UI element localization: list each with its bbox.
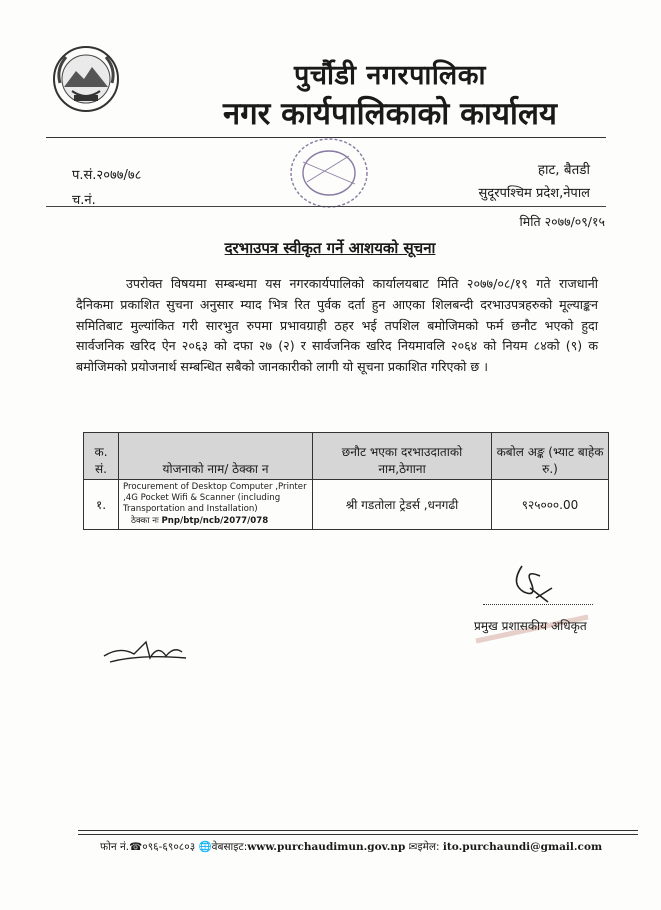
notice-title: दरभाउपत्र स्वीकृत गर्ने आशयको सूचना [224, 239, 436, 257]
address-line-1: हाट, बैतडी [537, 162, 590, 178]
notice-date: मिति २०७७/०९/१५ [519, 214, 605, 229]
row-serial: १. [84, 480, 119, 530]
contract-label: ठेक्का नः [131, 516, 159, 526]
officer-signature [500, 558, 560, 606]
header-serial: क. सं. [84, 433, 119, 480]
row-project [119, 480, 313, 530]
contract-number: Pnp/btp/ncb/2077/078 [161, 516, 269, 526]
phone-icon: ☎ [129, 841, 143, 853]
nepal-emblem-logo [52, 45, 120, 113]
website-label: वेबसाइट: [211, 841, 248, 853]
project-description: Procurement of Desktop Computer ,Printer ,4G Pocket Wifi & Scanner (including Transportation and Installation) [123, 482, 307, 514]
org-name: पुर्चौडी नगरपालिका [294, 60, 486, 91]
office-stamp [285, 132, 373, 214]
signatory-designation: प्रमुख प्रशासकीय अधिकृत [474, 619, 587, 633]
website-link[interactable]: www.purchaudimun.gov.np [247, 841, 406, 853]
contract-line [123, 516, 308, 527]
dispatch-number: च.नं. [72, 193, 96, 208]
left-signature [100, 636, 192, 666]
phone-number: ०९६-६९०८०३ [142, 841, 196, 853]
email-label: इमेल: [417, 841, 440, 853]
header-amount: कबोल अङ्क (भ्याट बाहेक रु.) [492, 433, 609, 480]
email-link[interactable]: ito.purchaundi@gmail.com [442, 841, 603, 853]
footer-rule-bottom [78, 834, 638, 835]
row-amount: ९२५०००.00 [492, 480, 609, 530]
office-name: नगर कार्यपालिकाको कार्यालय [223, 96, 557, 132]
award-table [83, 432, 609, 530]
notice-body: उपरोक्त विषयमा सम्बन्धमा यस नगरकार्यपालिको कार्यालयबाट मिति २०७७/०८/१९ गते राजधानी दैनिकमा प्रकाशित सुचना अनुसार म्याद भित्र रित पुर्वक दर्ता हुन आएका शिलबन्दी दरभाउपत्रहरुको मूल्याङ्कन समितिबाट मुल्यांकित गरी सारभुत रुपमा प्रभावग्राही ठहर भई तपशिल बमोजिमको फर्म छनौट भएको हुदा सार्वजनिक खरिद ऐन २०६३ को दफा २७ (२) र सार्वजनिक खरिद नियमावलि २०६४ को नियम ८४को (९) क बमोजिमको प्रयोजनार्थ सम्बन्धित सबैको जानकारीको लागी यो सूचना प्रकाशित गरिएको छ । [76, 276, 598, 375]
reference-number: प.सं.२०७७/७८ [72, 168, 142, 183]
footer-contact [100, 840, 620, 854]
table-row [84, 480, 609, 530]
table-header-row [84, 433, 609, 480]
globe-icon: 🌐 [198, 841, 212, 853]
address-line-2: सुदूरपश्चिम प्रदेश,नेपाल [478, 186, 590, 201]
signature-line [483, 604, 593, 605]
phone-label: फोन नं. [100, 841, 130, 853]
header-firm: छनौट भएका दरभाउदाताको नाम,ठेगाना [313, 433, 492, 480]
address-rule [46, 206, 606, 207]
footer-rule-top [78, 830, 638, 831]
mail-icon: ✉ [408, 841, 418, 853]
header-project: योजनाको नाम/ ठेक्का न [119, 433, 313, 480]
row-firm: श्री गडतोला ट्रेडर्स ,धनगढी [313, 480, 492, 530]
